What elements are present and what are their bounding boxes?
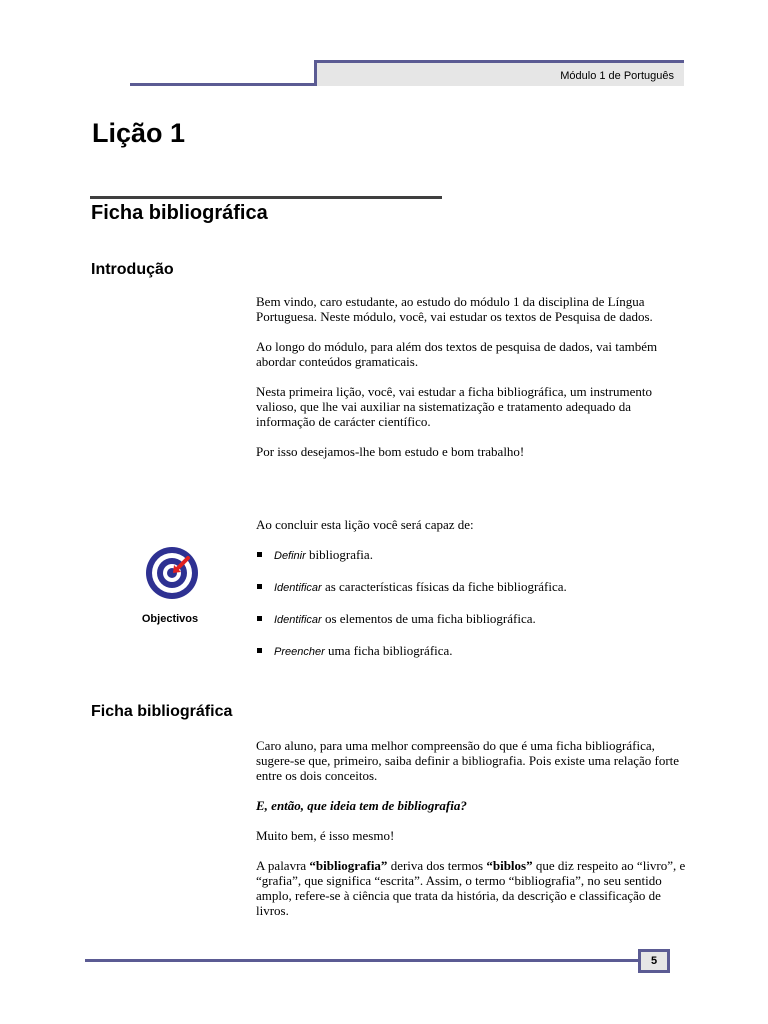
objective-verb: Definir (274, 550, 306, 562)
bullet-icon (257, 584, 262, 589)
intro-text (256, 294, 686, 474)
target-icon (144, 545, 200, 601)
objectives-list (256, 547, 686, 660)
objective-item (256, 547, 686, 564)
objectives-block (256, 517, 686, 675)
objective-text: bibliografia. (305, 547, 373, 562)
bullet-icon (257, 552, 262, 557)
objective-verb: Preencher (274, 646, 325, 658)
objective-text: os elementos de uma ficha bibliográfica. (321, 611, 536, 626)
intro-paragraph: Nesta primeira lição, você, vai estudar a ficha bibliográfica, um instrumento valioso, que lhe vai auxiliar na sistematização e tratamento adequado da informação de carácter científico. (256, 384, 652, 429)
bullet-icon (257, 648, 262, 653)
lesson-title: Lição 1 (92, 118, 186, 148)
intro-paragraph: Bem vindo, caro estudante, ao estudo do módulo 1 da disciplina de Língua Portuguesa. Neste módulo, você, vai estudar os textos de Pesquisa de dados. (256, 294, 653, 324)
objective-text: uma ficha bibliográfica. (324, 643, 453, 658)
header-rule (130, 83, 316, 86)
objective-item (256, 611, 686, 628)
text-run: que diz respeito ao “livro”, e “grafia”, que significa “escrita”. Assim, o termo “bibliografia”, no seu sentido amplo, refere-se à ciência que trata da história, da descrição e classificação de livros. (256, 858, 686, 918)
page-number: 5 (638, 949, 670, 973)
text-run: deriva dos termos (387, 858, 487, 873)
objective-item (256, 579, 686, 596)
objectives-lead: Ao concluir esta lição você será capaz de: (256, 517, 474, 532)
section-text (256, 738, 686, 933)
header-module-box (314, 60, 684, 86)
section-paragraph (256, 858, 686, 918)
topic-title: Ficha bibliográfica (91, 202, 268, 224)
objective-text: as características físicas da fiche bibliográfica. (321, 579, 567, 594)
section-paragraph: Muito bem, é isso mesmo! (256, 828, 395, 843)
section-heading: Ficha bibliográfica (91, 703, 233, 720)
objective-item (256, 643, 686, 660)
objective-verb: Identificar (274, 614, 322, 626)
objectives-label: Objectivos (141, 613, 199, 625)
bullet-icon (257, 616, 262, 621)
term-biblos: “biblos” (486, 858, 533, 873)
intro-paragraph: Ao longo do módulo, para além dos textos de pesquisa de dados, vai também abordar conteúdos gramaticais. (256, 339, 658, 369)
term-bibliografia: “bibliografia” (309, 858, 388, 873)
section-paragraph: Caro aluno, para uma melhor compreensão do que é uma ficha bibliográfica, sugere-se que, primeiro, saiba definir a bibliografia. Pois existe uma relação forte entre os dois conceitos. (256, 738, 680, 783)
footer-rule (85, 959, 641, 962)
module-label: Módulo 1 de Português (560, 70, 674, 82)
section-question: E, então, que ideia tem de bibliografia? (256, 798, 467, 813)
title-divider (90, 196, 442, 199)
intro-paragraph: Por isso desejamos-lhe bom estudo e bom trabalho! (256, 444, 525, 459)
objective-verb: Identificar (274, 582, 322, 594)
text-run: A palavra (256, 858, 310, 873)
intro-heading: Introdução (91, 261, 174, 278)
